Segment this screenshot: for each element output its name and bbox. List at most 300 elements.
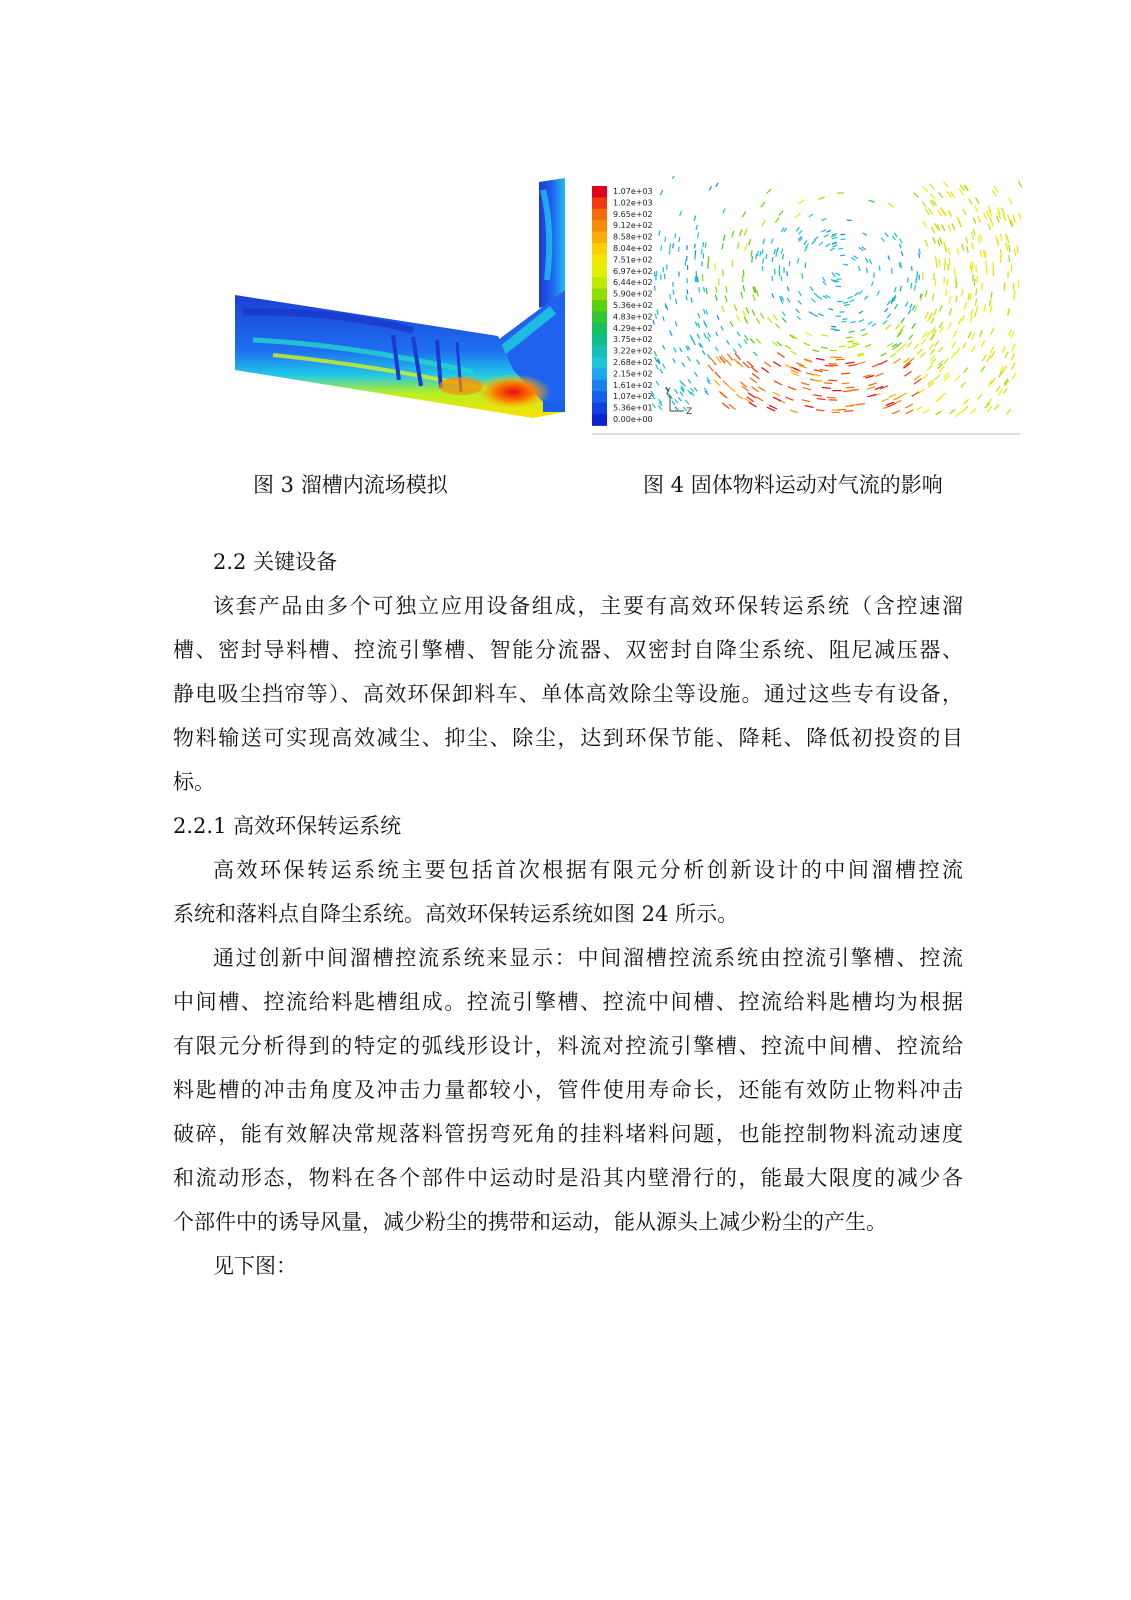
vector-arrow [659, 406, 662, 410]
vector-arrow [955, 375, 960, 381]
vector-arrow [849, 331, 855, 332]
vector-arrow [932, 227, 935, 233]
vector-arrow [868, 322, 873, 325]
vector-arrow [704, 333, 706, 338]
vector-arrow [740, 230, 742, 236]
vector-arrow [673, 358, 675, 362]
vector-arrow [949, 308, 951, 315]
paragraph-1-line: 槽、密封导料槽、控流引擎槽、智能分流器、双密封自降尘系统、阻尼减压器、 [173, 638, 963, 662]
vector-arrow [976, 289, 977, 296]
vector-arrow [934, 309, 937, 316]
vector-arrow [676, 299, 677, 304]
vector-arrow [752, 256, 753, 262]
vector-arrow [980, 331, 983, 337]
vector-arrow [872, 364, 880, 367]
vector-arrow [804, 240, 807, 245]
vector-arrow [963, 343, 967, 349]
vector-arrow [796, 227, 800, 231]
vector-arrow [721, 326, 723, 331]
vector-arrow [916, 279, 917, 284]
vector-arrow [1012, 373, 1016, 379]
vector-arrow [773, 315, 777, 321]
vector-arrow [795, 213, 800, 218]
vector-arrow [661, 246, 662, 251]
vector-arrow [1009, 255, 1010, 262]
vector-arrow [721, 355, 726, 362]
vector-arrow [851, 321, 856, 322]
vector-arrow [813, 374, 821, 376]
vector-arrow [655, 357, 657, 362]
vector-arrow [944, 358, 949, 363]
legend-label: 5.36e+02 [613, 301, 653, 310]
vector-arrow [976, 306, 978, 313]
vector-arrow [743, 285, 744, 291]
vector-arrow [775, 218, 779, 223]
vector-arrow [787, 298, 790, 302]
vector-arrow [935, 375, 940, 380]
vector-arrow [762, 368, 769, 373]
vector-arrow [799, 230, 802, 234]
vector-arrow [750, 378, 757, 383]
vector-arrow [757, 251, 758, 256]
vector-arrow [982, 283, 983, 291]
vector-arrow [972, 333, 975, 340]
vector-arrow [990, 347, 993, 354]
vector-arrow [670, 249, 671, 254]
paragraph-3-line: 通过创新中间溜槽控流系统来显示：中间溜槽控流系统由控流引擎槽、控流 [213, 946, 963, 970]
legend-label: 6.97e+02 [613, 266, 653, 276]
vector-arrow [846, 337, 853, 338]
vector-arrow [742, 275, 743, 282]
vector-arrow [991, 219, 993, 226]
vector-arrow [725, 296, 727, 302]
vector-arrow [946, 289, 947, 296]
vector-arrow [855, 293, 859, 296]
vector-arrow [944, 182, 949, 188]
vector-arrow [1006, 244, 1007, 251]
vector-arrow [726, 286, 727, 293]
vector-arrow [727, 354, 732, 361]
vector-arrow [798, 258, 799, 263]
vector-arrow [747, 397, 754, 402]
vector-arrow [1007, 237, 1009, 244]
vector-arrow [698, 323, 700, 328]
vector-arrow [852, 342, 859, 344]
vector-arrow [822, 230, 826, 232]
vector-arrow [752, 387, 759, 392]
vector-arrow [843, 391, 852, 392]
vector-arrow [912, 323, 916, 328]
vector-arrow [745, 244, 747, 251]
vector-arrow [746, 307, 749, 313]
vector-arrow [921, 339, 926, 345]
legend-swatch [592, 391, 607, 403]
vector-arrow [716, 332, 718, 337]
vector-arrow [810, 287, 813, 292]
vector-arrow [984, 304, 986, 311]
vector-arrow [782, 318, 786, 323]
vector-arrow [715, 347, 718, 351]
vector-arrow [743, 311, 746, 318]
vector-arrow [694, 387, 697, 391]
vector-arrow [773, 397, 781, 401]
vector-arrow [771, 239, 773, 244]
vector-arrow [816, 358, 825, 360]
vector-arrow [841, 373, 850, 374]
vector-arrow [843, 264, 848, 265]
vector-arrow [680, 392, 683, 396]
vector-arrow [756, 254, 757, 259]
vector-arrow [704, 321, 706, 326]
vector-arrow [940, 322, 943, 328]
legend-label: 8.04e+02 [613, 244, 653, 253]
vector-arrow [802, 273, 803, 278]
legend-label: 1.07e+02 [613, 392, 653, 402]
paragraph-1-line: 静电吸尘挡帘等）、高效环保卸料车、单体高效除尘等设施。通过这些专有设备， [173, 682, 963, 706]
vector-arrow [1002, 346, 1005, 353]
vector-arrow [880, 361, 888, 365]
vector-arrow [767, 189, 772, 194]
vector-arrow [798, 301, 801, 305]
vector-arrow [970, 316, 972, 323]
vector-arrow [730, 321, 733, 327]
vector-arrow [758, 387, 765, 392]
vector-arrow [656, 381, 659, 386]
vector-arrow [1008, 215, 1010, 222]
vector-arrow [659, 231, 660, 236]
vector-arrow [678, 247, 679, 252]
vector-arrow [984, 213, 987, 220]
vector-arrow [849, 365, 858, 366]
vector-arrow [652, 404, 655, 408]
vector-arrow [904, 371, 911, 376]
vector-arrow [777, 247, 778, 252]
vector-arrow [845, 406, 854, 407]
vector-arrow [657, 310, 658, 315]
legend-label: 7.51e+02 [613, 255, 653, 265]
vector-arrow [822, 219, 827, 221]
vector-arrow [1003, 214, 1005, 221]
vector-arrow [819, 242, 823, 246]
vector-arrow [832, 245, 837, 247]
vector-arrow [887, 301, 890, 305]
vector-arrow [976, 198, 979, 204]
vector-arrow [865, 296, 869, 300]
vector-arrow [763, 258, 764, 263]
vector-arrow [745, 335, 749, 340]
vector-arrow [911, 283, 912, 288]
vector-arrow [844, 411, 853, 412]
vector-arrow [752, 310, 755, 316]
vector-arrow [930, 349, 935, 354]
vector-arrow [909, 335, 913, 340]
vector-arrow [694, 372, 697, 377]
legend-swatch [592, 403, 607, 415]
vector-arrow [738, 344, 741, 348]
vector-arrow [1004, 284, 1005, 292]
vector-arrow [887, 314, 891, 318]
vector-arrow [809, 312, 813, 315]
vector-arrow [1002, 208, 1005, 214]
vector-arrow [821, 347, 827, 348]
vector-arrow [727, 340, 730, 344]
vector-arrow [915, 285, 916, 290]
vector-arrow [674, 348, 676, 353]
vector-arrow [812, 350, 818, 352]
vector-arrow [863, 233, 867, 235]
vector-arrow [966, 237, 968, 244]
vector-arrow [698, 313, 700, 318]
vector-arrow [969, 199, 972, 205]
vector-arrow [925, 240, 927, 247]
vector-arrow [785, 397, 793, 400]
vector-arrow [691, 388, 694, 392]
vector-arrow [706, 310, 708, 315]
vector-arrow [846, 387, 855, 388]
paragraph-3-line: 料匙槽的冲击角度及冲击力量都较小，管件使用寿命长，还能有效防止物料冲击 [173, 1078, 963, 1102]
vector-arrow [895, 324, 900, 329]
vector-arrow [899, 244, 901, 248]
vector-arrow [848, 296, 853, 298]
vector-arrow [817, 399, 826, 400]
vector-arrow [687, 356, 690, 361]
vector-arrow [906, 302, 908, 307]
vector-arrow [776, 252, 777, 257]
vector-arrow [670, 294, 671, 299]
vector-arrow [803, 388, 811, 390]
vector-arrow [980, 234, 982, 241]
vector-arrow [948, 264, 949, 271]
figure-4-airflow-vector-image [592, 176, 1044, 446]
vector-arrow [687, 245, 688, 250]
vector-arrow [923, 221, 927, 227]
vector-arrow [908, 278, 909, 283]
vector-arrow [883, 321, 887, 325]
legend-label: 5.36e+01 [613, 403, 653, 413]
vector-arrow [751, 367, 758, 373]
vector-arrow [881, 353, 887, 356]
vector-arrow [945, 246, 947, 253]
vector-arrow [935, 279, 936, 286]
vector-arrow [709, 186, 712, 190]
figure-3-caption: 图 3 溜槽内流场模拟 [253, 473, 448, 497]
vector-arrow [678, 397, 681, 401]
legend-swatch [592, 380, 607, 392]
paragraph-3-line: 中间槽、控流给料匙槽组成。控流引擎槽、控流中间槽、控流给料匙槽均为根据 [173, 990, 963, 1014]
vector-arrow [942, 225, 945, 231]
vector-arrow [782, 254, 783, 260]
vector-arrow [828, 309, 833, 310]
vector-arrow [702, 350, 705, 354]
legend-swatch [592, 323, 607, 335]
paragraph-1-line: 标。 [173, 770, 215, 794]
legend-swatch [592, 209, 607, 221]
vector-arrow [929, 208, 933, 214]
vector-arrow [869, 200, 875, 202]
vector-arrow [986, 261, 987, 268]
vector-arrow [991, 292, 992, 299]
vector-arrow [761, 202, 765, 207]
legend-swatch [592, 414, 607, 426]
vector-arrow [667, 306, 668, 311]
vector-arrow [994, 405, 999, 410]
vector-arrow [972, 261, 973, 268]
vector-arrow [688, 379, 691, 383]
vector-arrow [697, 334, 699, 339]
vector-arrow [832, 234, 837, 235]
vector-arrow [655, 314, 656, 319]
vector-arrow [867, 268, 868, 273]
paragraph-2-line: 高效环保转运系统主要包括首次根据有限元分析创新设计的中间溜槽控流 [213, 858, 963, 882]
vector-arrow [691, 297, 692, 303]
vector-arrow [881, 238, 884, 242]
vector-arrow [862, 333, 868, 336]
vector-arrow [826, 244, 831, 247]
vector-arrow [716, 286, 717, 293]
vector-arrow [825, 366, 834, 367]
vector-arrow [1005, 352, 1008, 358]
vector-arrow [982, 355, 986, 361]
vector-arrow [704, 309, 706, 314]
vector-arrow [799, 291, 802, 296]
vector-arrow [774, 381, 782, 385]
vector-arrow [925, 312, 928, 319]
vector-arrow [997, 239, 999, 247]
vector-arrow [875, 373, 883, 376]
vector-arrow [785, 365, 792, 369]
paragraph-1-line: 物料输送可实现高效减尘、抑尘、除尘，达到环保节能、降耗、降低初投资的目 [173, 726, 963, 750]
vector-arrow [854, 256, 858, 259]
legend-swatch [592, 266, 607, 278]
figure-4-caption: 图 4 固体物料运动对气流的影响 [643, 473, 943, 497]
vector-arrow [814, 380, 822, 381]
vector-arrow [929, 184, 934, 189]
vector-arrow [853, 344, 860, 346]
legend-label: 6.44e+02 [613, 278, 653, 288]
legend-swatch [592, 357, 607, 369]
vector-arrow [1009, 329, 1011, 336]
vector-arrow [861, 329, 866, 331]
vector-arrow [991, 328, 994, 335]
vector-arrow [660, 369, 663, 373]
vector-arrow [940, 393, 946, 398]
legend-label: 1.02e+03 [613, 198, 653, 208]
vector-arrow [811, 299, 815, 303]
vector-arrow [998, 389, 1002, 395]
vector-arrow [996, 386, 1000, 392]
vector-arrow [716, 295, 718, 301]
vector-arrow [919, 253, 920, 258]
vector-arrow [919, 249, 921, 254]
vector-arrow [741, 292, 743, 298]
vector-arrow [756, 318, 760, 324]
vector-arrow [892, 236, 895, 240]
vector-arrow [801, 383, 809, 385]
vector-arrow [879, 266, 880, 271]
vector-arrow [987, 211, 990, 218]
paragraph-3-line: 个部件中的诱导风量，减少粉尘的携带和运动，能从源头上减少粉尘的产生。 [173, 1210, 887, 1234]
vector-arrow [812, 240, 816, 244]
axis-z-label: Z [686, 407, 693, 417]
vector-arrow [663, 345, 665, 350]
vector-arrow [708, 333, 710, 337]
legend-label: 4.83e+02 [613, 312, 653, 322]
vector-arrow [653, 320, 654, 325]
vector-arrow [764, 362, 771, 367]
vector-arrow [922, 202, 927, 207]
vector-arrow [869, 259, 871, 264]
vector-arrow [722, 306, 724, 313]
vector-arrow [961, 382, 966, 387]
legend-label: 1.61e+02 [613, 380, 653, 390]
vector-arrow [679, 237, 680, 242]
vector-arrow [901, 318, 905, 323]
vector-arrow [1000, 234, 1002, 241]
vector-arrow [831, 329, 837, 330]
vector-arrow [756, 397, 763, 402]
vector-arrow [962, 244, 964, 251]
vector-arrow [661, 190, 663, 195]
vector-arrow [939, 347, 943, 353]
vector-arrow [907, 342, 912, 347]
vector-field [651, 176, 1022, 417]
vector-arrow [869, 383, 877, 386]
legend-label: 3.22e+02 [613, 346, 653, 356]
vector-arrow [705, 243, 706, 248]
vector-arrow [777, 353, 784, 358]
vector-arrow [940, 305, 942, 312]
vector-arrow [775, 324, 780, 329]
vector-arrow [897, 343, 902, 347]
vector-arrow [923, 187, 928, 192]
vector-arrow [693, 340, 696, 345]
vector-arrow [952, 224, 955, 230]
vector-arrow [732, 231, 734, 237]
vector-arrow [957, 247, 959, 254]
vector-arrow [832, 237, 837, 239]
vector-arrow [1009, 245, 1010, 252]
legend-label: 8.58e+02 [613, 232, 653, 242]
vector-arrow [797, 316, 801, 319]
vector-arrow [841, 383, 849, 384]
vector-arrow [1019, 181, 1022, 187]
vector-arrow [823, 277, 826, 281]
vector-arrow [751, 250, 752, 256]
vector-arrow [959, 318, 962, 325]
vector-arrow [716, 183, 719, 187]
vector-arrow [991, 351, 995, 358]
vector-arrow [682, 383, 685, 387]
vector-arrow [715, 372, 721, 379]
vector-arrow [970, 263, 971, 270]
vector-arrow [763, 239, 765, 244]
vector-arrow [865, 344, 871, 347]
vector-arrow [675, 399, 678, 403]
vector-arrow [1013, 283, 1014, 290]
vector-arrow [981, 340, 984, 347]
vector-arrow [953, 331, 956, 338]
vector-arrow [970, 293, 971, 300]
vector-arrow [1000, 255, 1001, 262]
vector-arrow [859, 266, 861, 271]
vector-arrow [698, 233, 699, 238]
vector-arrow [823, 281, 826, 285]
vector-arrow [773, 362, 781, 367]
vector-arrow [804, 343, 810, 346]
vector-arrow [670, 244, 671, 250]
vector-arrow [717, 315, 719, 320]
vector-arrow [703, 242, 704, 247]
